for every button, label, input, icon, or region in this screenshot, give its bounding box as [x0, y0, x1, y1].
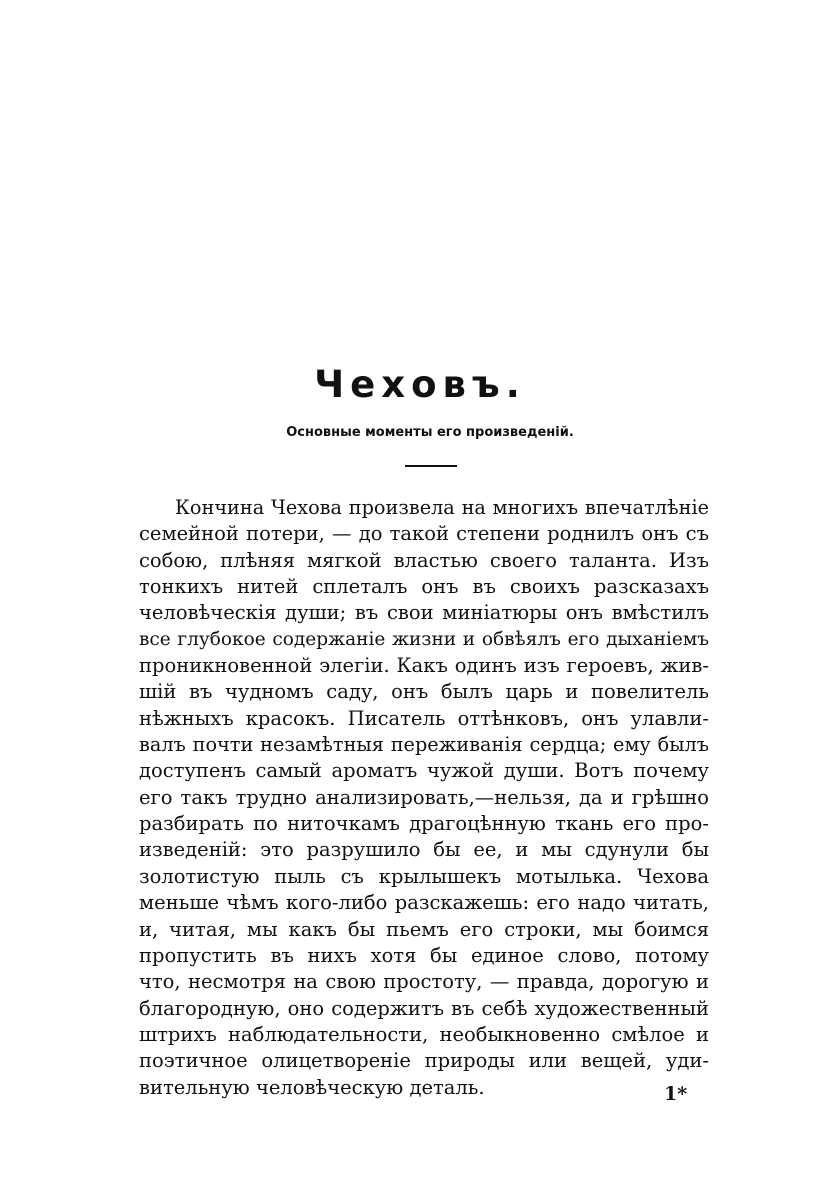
text-line: тонкихъ нитей сплеталъ онъ въ своихъ разсказахъ	[139, 575, 709, 599]
body-paragraph	[139, 495, 709, 1101]
text-line: меньше чѣмъ кого-либо разскажешь: его надо читать,	[139, 891, 709, 915]
text-line: штрихъ наблюдательности, необыкновенно смѣлое и	[139, 1022, 709, 1046]
page-number: 1*	[664, 1083, 688, 1105]
text-line: проникновенной элегіи. Какъ одинъ изъ героевъ, жив-	[139, 654, 709, 678]
title-divider	[405, 465, 457, 467]
text-line: человѣческія души; въ свои миніатюры онъ вмѣстилъ	[139, 601, 709, 625]
text-line: пропустить въ нихъ хотя бы единое слово, потому	[139, 943, 709, 967]
text-line: вительную человѣческую деталь.	[139, 1075, 485, 1099]
text-line: что, несмотря на свою простоту, — правда, дорогую и	[139, 970, 709, 994]
text-line: благородную, оно содержитъ въ себѣ художественный	[139, 996, 709, 1020]
text-line: шій въ чудномъ саду, онъ былъ царь и повелитель	[139, 680, 709, 704]
text-line: и, читая, мы какъ бы пьемъ его строки, мы боимся	[139, 917, 709, 941]
text-line: собою, плѣняя мягкой властью своего таланта. Изъ	[139, 548, 709, 572]
chapter-subtitle: Основные моменты его произведеній.	[286, 425, 574, 440]
text-line: валъ почти незамѣтныя переживанія сердца; ему былъ	[139, 733, 709, 757]
text-line: золотистую пыль съ крылышекъ мотылька. Чехова	[139, 864, 709, 888]
text-line: его такъ трудно анализировать,—нельзя, да и грѣшно	[139, 785, 709, 809]
text-line: Кончина Чехова произвела на многихъ впечатлѣніе	[175, 496, 709, 519]
text-line: поэтичное олицетвореніе природы или вещей, уди-	[139, 1049, 709, 1073]
text-line: нѣжныхъ красокъ. Писатель оттѣнковъ, онъ улавли-	[139, 706, 709, 730]
text-line: разбирать по ниточкамъ драгоцѣнную ткань его про-	[139, 812, 709, 836]
chapter-title: Чеховъ.	[314, 363, 526, 406]
text-line: изведеній: это разрушило бы ее, и мы сдунули бы	[139, 838, 709, 862]
text-line: все глубокое содержаніе жизни и обвѣялъ его дыханіемъ	[139, 628, 709, 650]
text-line: семейной потери, — до такой степени роднилъ онъ съ	[139, 522, 709, 546]
text-line: доступенъ самый ароматъ чужой души. Вотъ почему	[139, 759, 709, 783]
